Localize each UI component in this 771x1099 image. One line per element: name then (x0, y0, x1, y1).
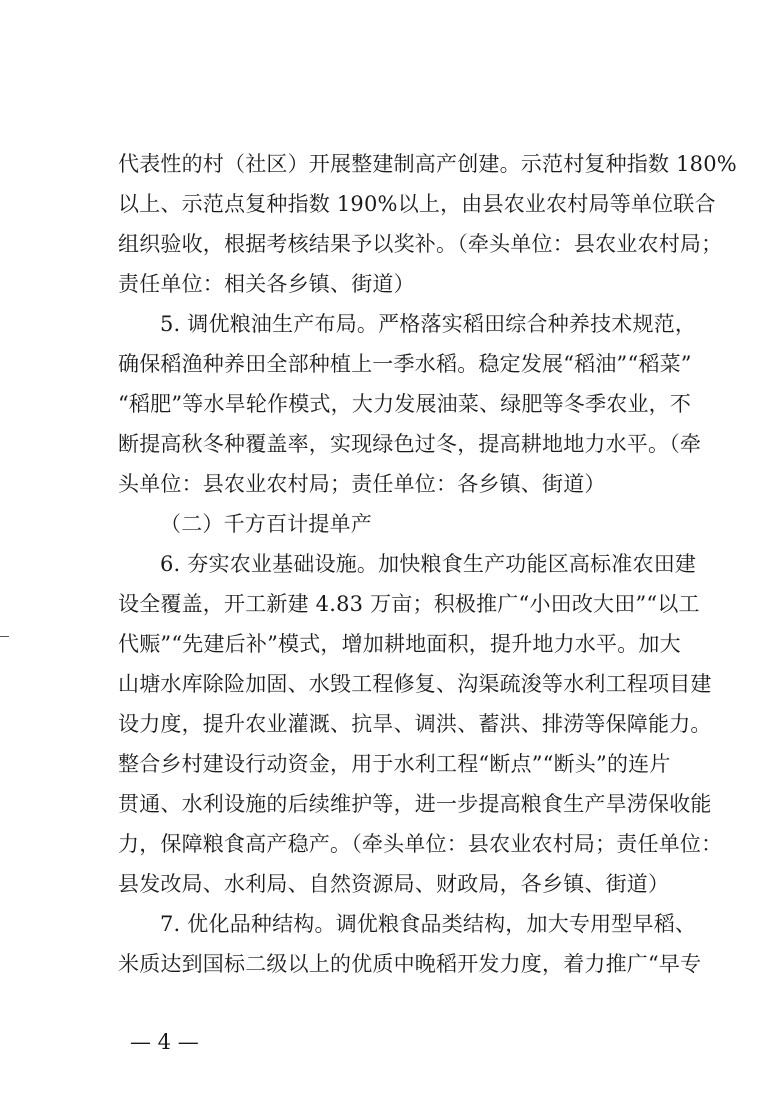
body-line: 力，保障粮食高产稳产。（牵头单位：县农业农村局；责任单位： (118, 832, 723, 856)
body-line: 组织验收，根据考核结果予以奖补。（牵头单位：县农业农村局； (118, 232, 723, 256)
body-line: 山塘水库除险加固、水毁工程修复、沟渠疏浚等水利工程项目建 (118, 672, 712, 696)
item-heading-line: 5. 调优粮油生产布局。严格落实稻田综合种养技术规范， (160, 312, 697, 336)
body-line: 设力度，提升农业灌溉、抗旱、调洪、蓄洪、排涝等保障能力。 (118, 712, 712, 736)
page-number: — 4 — (130, 1030, 199, 1054)
item-heading-line: 6. 夯实农业基础设施。加快粮食生产功能区高标准农田建 (160, 552, 697, 576)
body-line: 贯通、水利设施的后续维护等，进一步提高粮食生产旱涝保收能 (118, 792, 712, 816)
body-line: 米质达到国标二级以上的优质中晚稻开发力度，着力推广“早专 (118, 952, 702, 976)
body-line: 县发改局、水利局、自然资源局、财政局，各乡镇、街道） (118, 872, 670, 896)
body-line: 责任单位：相关各乡镇、街道） (118, 272, 415, 296)
body-line: 确保稻渔种养田全部种植上一季水稻。稳定发展“稻油”“稻菜” (118, 352, 692, 376)
body-line: 头单位：县农业农村局；责任单位：各乡镇、街道） (118, 472, 606, 496)
item-heading-line: 7. 优化品种结构。调优粮食品类结构，加大专用型早稻、 (160, 912, 697, 936)
body-line: 代赈”“先建后补”模式，增加耕地面积，提升地力水平。加大 (118, 632, 681, 656)
body-line: 设全覆盖，开工新建 4.83 万亩；积极推广“小田改大田”“以工 (118, 592, 700, 616)
section-heading: （二）千方百计提单产 (160, 512, 372, 536)
body-line: 整合乡村建设行动资金，用于水利工程“断点”“断头”的连片 (118, 752, 671, 776)
body-line: 断提高秋冬种覆盖率，实现绿色过冬，提高耕地地力水平。（牵 (118, 432, 702, 456)
body-line: 以上、示范点复种指数 190%以上，由县农业农村局等单位联合 (118, 192, 716, 216)
body-line: 代表性的村（社区）开展整建制高产创建。示范村复种指数 180% (118, 152, 737, 176)
margin-tick (0, 636, 9, 637)
body-line: “稻肥”等水旱轮作模式，大力发展油菜、绿肥等冬季农业，不 (118, 392, 692, 416)
